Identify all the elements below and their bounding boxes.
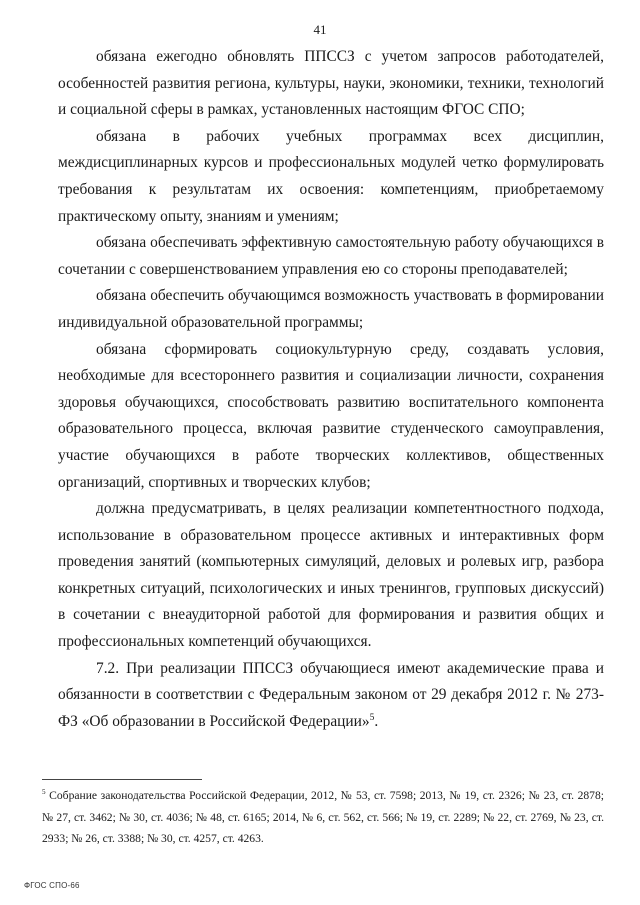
paragraph-text: обязана сформировать социокультурную среду, создавать условия, необходимые для всестороннего развития и социализации личности, сохранения здоровья обучающихся, способствовать развитию воспитательного компонента образовательного процесса, включая развитие студенческого самоуправления, участие обучающихся в работе творческих коллективов, общественных организаций, спортивных и творческих клубов; [58,340,604,491]
body-text [58,44,604,735]
footnote-reference[interactable]: 5 [369,711,375,723]
paragraph-text: 7.2. При реализации ППССЗ обучающиеся имеют академические права и обязанности в соответствии с Федеральным законом от 29 декабря 2012 г. № 273-ФЗ «Об образовании в Российской Федерации» [58,659,604,730]
paragraph-work-programs [58,124,604,230]
paragraph-text: обязана обеспечивать эффективную самостоятельную работу обучающихся в сочетании с совершенствованием управления ею со стороны преподавателей; [58,234,604,278]
paragraph-individual-program [58,283,604,336]
paragraph-sociocultural-environment [58,337,604,497]
footnote-text: Собрание законодательства Российской Федерации, 2012, № 53, ст. 7598; 2013, № 19, ст. 2326; № 23, ст. 2878; № 27, ст. 3462; № 30, ст. 4036; № 48, ст. 6165; 2014, № 6, ст. 562, ст. 566; № 19, ст. 2289; № 22, ст. 2769, № 23, ст. 2933; № 26, ст. 3388; № 30, ст. 4257, ст. 4263. [42,789,604,845]
footnote [42,785,604,850]
paragraph-update-ppssz [58,44,604,124]
footnote-marker: 5 [42,788,46,797]
paragraph-text: должна предусматривать, в целях реализации компетентностного подхода, использование в образовательном процессе активных и интерактивных форм проведения занятий (компьютерных симуляций, деловых и ролевых игр, разбора конкретных ситуаций, психологических и иных тренингов, групповых дискуссий) в сочетании с внеаудиторной работой для формирования и развития общих и профессиональных компетенций обучающихся. [58,500,604,651]
paragraph-text: обязана обеспечить обучающимся возможность участвовать в формировании индивидуальной образовательной программы; [58,287,604,331]
paragraph-7-2-academic-rights: 7.2. При реализации ППССЗ обучающиеся имеют академические права и обязанности в соответствии с Федеральным законом от 29 декабря 2012 г. № 273-ФЗ «Об образовании в Российской Федерации»$^5$. [58,659,604,730]
paragraph-text: обязана ежегодно обновлять ППССЗ с учетом запросов работодателей, особенностей развития региона, культуры, науки, экономики, техники, технологий и социальной сферы в рамках, установленных настоящим ФГОС СПО; [58,48,604,119]
page-number: 41 [313,22,327,37]
paragraph-text: обязана в рабочих учебных программах всех дисциплин, междисциплинарных курсов и профессиональных модулей четко формулировать требования к результатам их освоения: компетенциям, приобретаемому практическому опыту, знаниям и умениям; [58,127,604,225]
paragraph-interactive-forms [58,496,604,656]
paragraph-independent-work [58,230,604,283]
footnote-separator [42,779,202,780]
document-code: ФГОС СПО-66 [24,881,80,890]
